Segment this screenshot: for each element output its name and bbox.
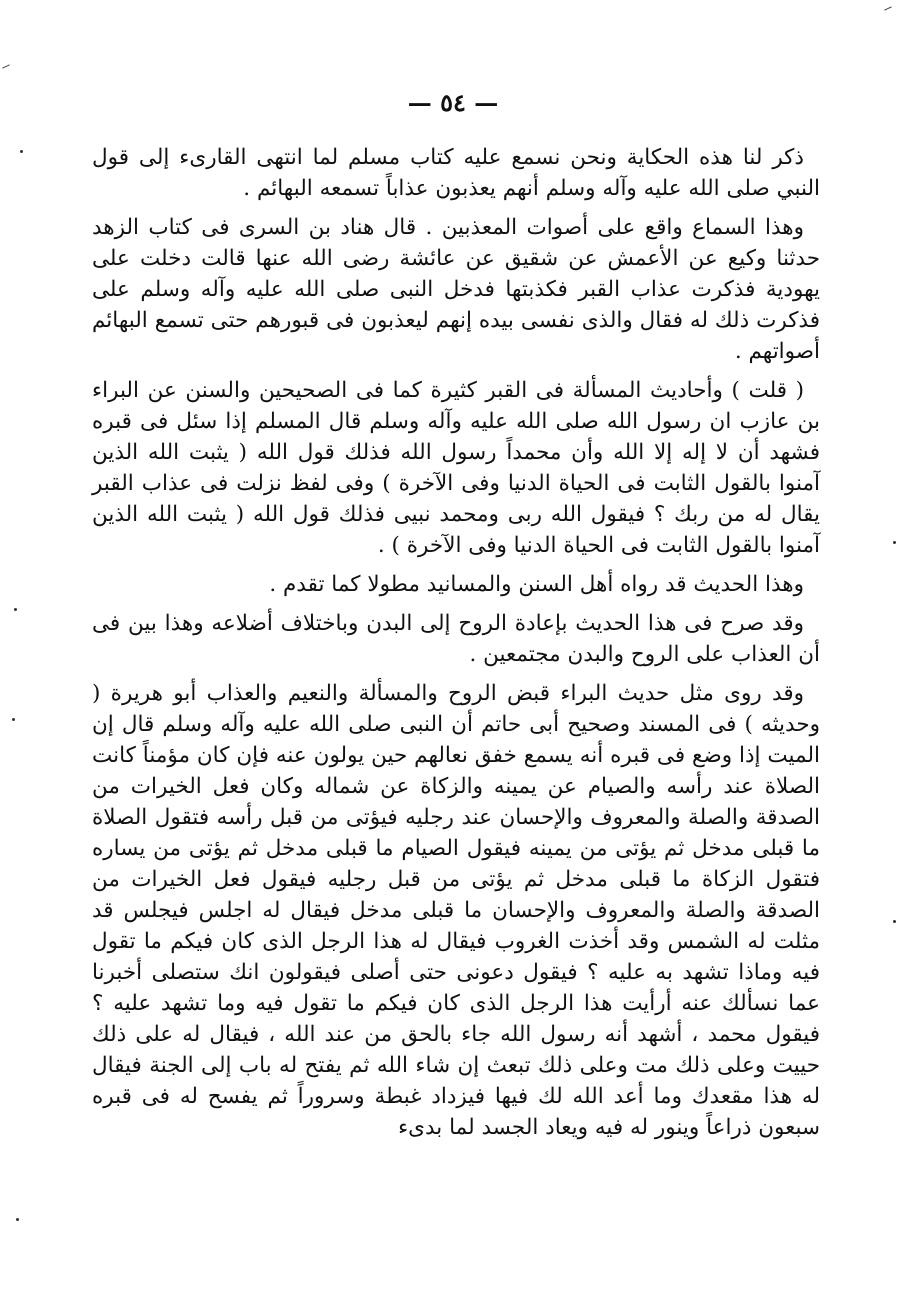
scan-speck xyxy=(16,1218,19,1221)
paragraph-intro: ذكر لنا هذه الحكاية ونحن نسمع عليه كتاب مسلم لما انتهى القارىء إلى قول النبي صلى الله عليه وآله وسلم أنهم يعذبون عذاباً تسمعه البهائم . xyxy=(92,145,820,201)
paragraph-questioning-hadith: ( قلت ) وأحاديث المسألة فى القبر كثيرة كما فى الصحيحين والسنن عن البراء بن عازب ان رسول الله صلى الله عليه وآله وسلم قال المسلم إذا سئل فى قبره فشهد أن لا إله إلا الله وأن محمداً رسول الله فذلك قول الله ( يثبت الله الذين آمنوا بالقول الثابت فى الحياة الدنيا وفى الآخرة ) وفى لفظ نزلت فى عذاب القبر يقال له من ربك ؟ فيقول الله ربى ومحمد نبيى فذلك قول الله ( يثبت الله الذين آمنوا بالقول الثابت فى الحياة الدنيا وفى الآخرة ) . xyxy=(92,378,820,558)
paragraph-soul-return: وقد صرح فى هذا الحديث بإعادة الروح إلى البدن وباختلاف أضلاعه وهذا بين فى أن العذاب على الروح والبدن مجتمعين . xyxy=(92,611,820,667)
scan-speck xyxy=(14,608,17,611)
paragraph-hearing: وهذا السماع واقع على أصوات المعذبين . قال هناد بن السرى فى كتاب الزهد حدثنا وكيع عن الأعمش عن شقيق عن عائشة رضى الله عنها قالت دخلت على يهودية فذكرت عذاب القبر فكذبتها فدخل النبى صلى الله عليه وآله وسلم على فذكرت ذلك له فقال والذى نفسى بيده إنهم ليعذبون فى قبورهم حتى تسمع البهائم أصواتهم . xyxy=(92,215,820,364)
scan-mark xyxy=(884,6,892,10)
scan-speck xyxy=(20,150,23,153)
paragraph-abu-hurayra: وقد روى مثل حديث البراء قبض الروح والمسألة والنعيم والعذاب أبو هريرة ( وحديثه ) فى المسند وصحيح أبى حاتم أن النبى صلى الله عليه وآله وسلم قال إن الميت إذا وضع فى قبره أنه يسمع خفق نعالهم حين يولون عنه فإن كان مؤمناً كانت الصلاة عند رأسه والصيام عن يمينه والزكاة عن شماله وكان فعل الخيرات من الصدقة والصلة والمعروف والإحسان عند رجليه فيؤتى من قبل رأسه فتقول الصلاة ما قبلى مدخل ثم يؤتى من يمينه فيقول الصيام ما قبلى مدخل ثم يؤتى من يساره فتقول الزكاة ما قبلى مدخل ثم يؤتى من قبل رجليه فيقول فعل الخيرات من الصدقة والصلة والمعروف والإحسان ما قبلى مدخل فيقال له اجلس فيجلس قد مثلت له الشمس وقد أخذت الغروب فيقال له هذا الرجل الذى كان فيكم ما تقول فيه وماذا تشهد به عليه ؟ فيقول دعونى حتى أصلى فيقولون انك ستصلى أخبرنا عما نسألك عنه أرأيت هذا الرجل الذى كان فيكم ما تقول فيه وما تشهد عليه ؟ فيقول محمد ، أشهد أنه رسول الله جاء بالحق من عند الله ، فيقال له على ذلك حييت وعلى ذلك مت وعلى ذلك تبعث إن شاء الله ثم يفتح له باب إلى الجنة فيقال له هذا مقعدك وما أعد الله لك فيها فيزداد غبطة وسروراً ثم يفسح له فى قبره سبعون ذراعاً وينور له فيه ويعاد الجسد لما بدىء xyxy=(92,681,820,1140)
body-text xyxy=(92,142,820,1151)
paragraph-narration: وهذا الحديث قد رواه أهل السنن والمسانيد مطولا كما تقدم . xyxy=(269,572,804,597)
scan-mark xyxy=(2,64,10,68)
page-number: — ٥٤ — xyxy=(407,88,499,117)
scan-speck xyxy=(893,541,896,544)
scan-speck xyxy=(12,718,15,721)
scan-speck xyxy=(893,920,896,923)
